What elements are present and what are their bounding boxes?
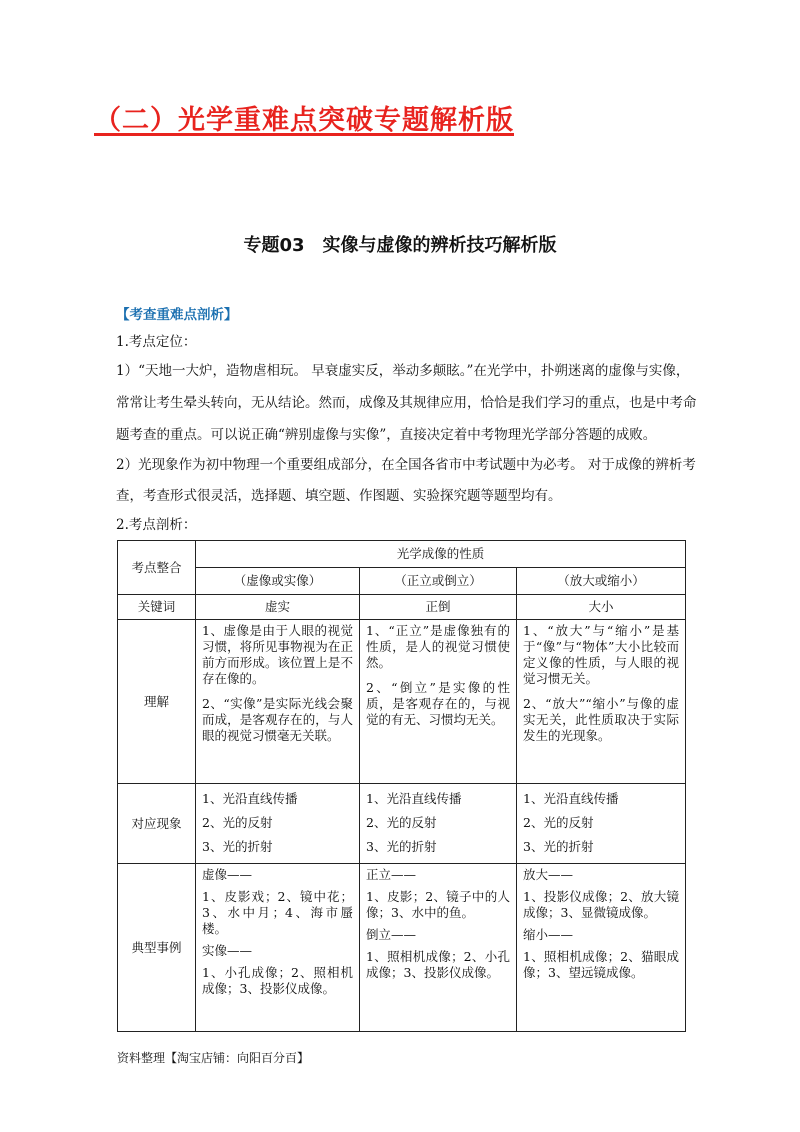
table-row: [118, 595, 686, 620]
table-group-header: 光学成像的性质: [196, 541, 686, 568]
heading-positioning: 1.考点定位：: [116, 334, 197, 350]
section-label: 【考查重难点剖析】: [116, 307, 238, 323]
heading-analysis: 2.考点剖析：: [116, 517, 197, 533]
table-col-header: （正立或倒立）: [360, 568, 517, 595]
keyword-cell: 虚实: [196, 595, 360, 620]
phenomenon-item: 3、光的折射: [202, 839, 273, 854]
understanding-cell: [517, 620, 686, 784]
phenomenon-item: 3、光的折射: [366, 839, 437, 854]
understanding-cell: [196, 620, 360, 784]
phenomena-cell: [517, 784, 686, 864]
example-heading: 放大——: [523, 867, 574, 882]
analysis-table: [117, 540, 686, 1032]
example-heading: 实像——: [202, 943, 253, 958]
footer-source: 资料整理【淘宝店铺：向阳百分百】: [117, 1051, 310, 1065]
example-heading: 倒立——: [366, 927, 417, 942]
main-title: （二）光学重难点突破专题解析版: [94, 105, 514, 136]
table-row: [118, 568, 686, 595]
example-heading: 正立——: [366, 867, 417, 882]
table-col-header: （虚像或实像）: [196, 568, 360, 595]
cell-paragraph: 1、“正立”是虚像独有的性质，是人的视觉习惯使然。: [366, 623, 510, 670]
example-list: 1、小孔成像；2、照相机成像；3、投影仪成像。: [202, 965, 353, 996]
sub-title-number: 专题03: [243, 235, 305, 256]
cell-paragraph: 1、“放大”与“缩小”是基于“像”与“物体”大小比较而定义像的性质，与人眼的视觉习惯无关。: [523, 623, 680, 686]
table-row: [118, 541, 686, 568]
examples-cell: [360, 864, 517, 1032]
example-heading: 虚像——: [202, 867, 253, 882]
paragraph-2-line-1: 2）光现象作为初中物理一个重要组成部分，在全国各省市中考试题中为必考。 对于成像的辨析考: [116, 457, 696, 473]
paragraph-1-line-1: 1）“天地一大炉，造物虐相玩。 早衰虚实反，举动多颠眩。”在光学中，扑朔迷离的虚像与实像，: [116, 363, 690, 379]
examples-label: 典型事例: [118, 864, 196, 1032]
table-row: [118, 864, 686, 1032]
table-corner-cell: 考点整合: [118, 541, 196, 595]
cell-paragraph: 1、虚像是由于人眼的视觉习惯，将所见事物视为在正前方而形成。该位置上是不存在像的。: [202, 623, 353, 686]
table-row: [118, 620, 686, 784]
phenomenon-item: 3、光的折射: [523, 839, 594, 854]
examples-cell: [517, 864, 686, 1032]
example-list: 1、皮影；2、镜子中的人像；3、水中的鱼。: [366, 889, 510, 920]
phenomenon-item: 1、光沿直线传播: [202, 791, 298, 806]
phenomenon-item: 2、光的反射: [523, 815, 594, 830]
phenomena-cell: [360, 784, 517, 864]
paragraph-2-line-2: 查，考查形式很灵活，选择题、填空题、作图题、实验探究题等题型均有。: [116, 488, 562, 504]
example-list: 1、投影仪成像；2、放大镜成像；3、显微镜成像。: [523, 889, 680, 920]
phenomena-cell: [196, 784, 360, 864]
sub-title: [0, 231, 800, 257]
understanding-label: 理解: [118, 620, 196, 784]
phenomena-label: 对应现象: [118, 784, 196, 864]
phenomenon-item: 1、光沿直线传播: [366, 791, 462, 806]
example-list: 1、照相机成像；2、小孔成像；3、投影仪成像。: [366, 949, 510, 980]
cell-paragraph: 2、“倒立”是实像的性质，是客观存在的，与视觉的有无、习惯均无关。: [366, 680, 510, 727]
phenomenon-item: 2、光的反射: [366, 815, 437, 830]
paragraph-1-line-3: 题考查的重点。可以说正确“辨别虚像与实像”，直接决定着中考物理光学部分答题的成败。: [116, 427, 657, 443]
understanding-cell: [360, 620, 517, 784]
table-row: [118, 784, 686, 864]
cell-paragraph: 2、“放大”“缩小”与像的虚实无关，此性质取决于实际发生的光现象。: [523, 696, 680, 743]
paragraph-1-line-2: 常常让考生晕头转向，无从结论。然而，成像及其规律应用，恰恰是我们学习的重点，也是中考命: [116, 395, 697, 411]
example-list: 1、皮影戏；2、镜中花；3、水中月；4、海市蜃楼。: [202, 889, 353, 936]
example-heading: 缩小——: [523, 927, 574, 942]
example-list: 1、照相机成像；2、猫眼成像；3、望远镜成像。: [523, 949, 680, 980]
phenomenon-item: 1、光沿直线传播: [523, 791, 619, 806]
keyword-cell: 大小: [517, 595, 686, 620]
sub-title-text: 实像与虚像的辨析技巧解析版: [322, 235, 557, 256]
keyword-label: 关键词: [118, 595, 196, 620]
examples-cell: [196, 864, 360, 1032]
cell-paragraph: 2、“实像”是实际光线会聚而成，是客观存在的，与人眼的视觉习惯毫无关联。: [202, 696, 353, 743]
keyword-cell: 正倒: [360, 595, 517, 620]
table-col-header: （放大或缩小）: [517, 568, 686, 595]
phenomenon-item: 2、光的反射: [202, 815, 273, 830]
